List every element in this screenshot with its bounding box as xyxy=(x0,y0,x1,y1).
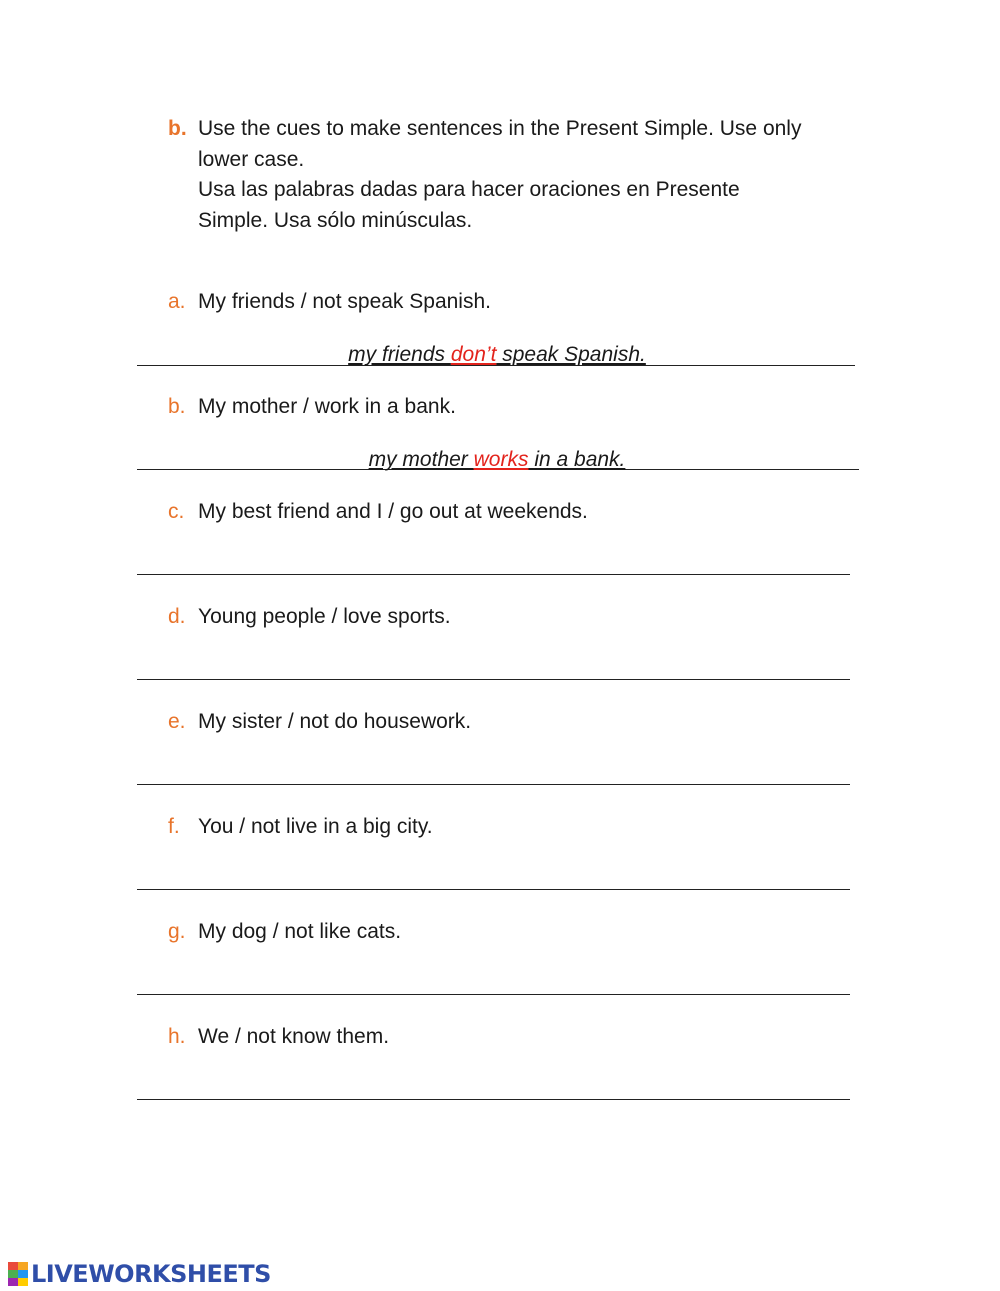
answer-text-end: in a bank. xyxy=(528,448,626,471)
logo-badge-icon xyxy=(8,1262,28,1286)
item-prompt: My dog / not like cats. xyxy=(198,920,402,943)
answer-line-g[interactable] xyxy=(137,994,850,995)
exercise-item-f xyxy=(168,813,433,841)
answer-line-h[interactable] xyxy=(137,1099,850,1100)
logo-square xyxy=(8,1262,18,1270)
answer-field-a[interactable] xyxy=(137,341,857,369)
logo-square xyxy=(18,1262,28,1270)
item-prompt: My mother / work in a bank. xyxy=(198,395,456,418)
item-prompt: Young people / love sports. xyxy=(198,605,451,628)
item-prompt: My friends / not speak Spanish. xyxy=(198,290,491,313)
item-letter: d. xyxy=(168,605,186,628)
answer-verb: don’t xyxy=(450,343,497,366)
exercise-item-g xyxy=(168,918,401,946)
instructions-marker: b. xyxy=(168,117,187,140)
instructions-line: Usa las palabras dadas para hacer oraciones en Presente xyxy=(198,178,740,201)
instructions-line: lower case. xyxy=(198,147,305,171)
exercise-item-e xyxy=(168,708,471,736)
item-prompt: My sister / not do housework. xyxy=(198,710,472,733)
logo-square xyxy=(18,1278,28,1286)
answer-text-start: my friends xyxy=(348,343,451,366)
item-letter: f. xyxy=(168,815,180,838)
instructions-line: Simple. Usa sólo minúsculas. xyxy=(198,208,473,232)
logo-square xyxy=(18,1270,28,1278)
logo-square xyxy=(8,1278,18,1286)
item-prompt: We / not know them. xyxy=(198,1025,390,1048)
item-letter: h. xyxy=(168,1025,186,1048)
item-letter: b. xyxy=(168,395,186,418)
answer-line-c[interactable] xyxy=(137,574,850,575)
answer-verb: works xyxy=(473,448,529,471)
item-prompt: My best friend and I / go out at weekends. xyxy=(198,500,588,523)
answer-line-f[interactable] xyxy=(137,889,850,890)
exercise-item-c xyxy=(168,498,588,526)
exercise-item-h xyxy=(168,1023,389,1051)
exercise-item-d xyxy=(168,603,451,631)
exercise-item-a xyxy=(168,288,491,316)
exercise-item-b xyxy=(168,393,456,421)
item-letter: a. xyxy=(168,290,186,313)
liveworksheets-logo[interactable] xyxy=(8,1260,271,1288)
answer-text-end: speak Spanish. xyxy=(496,343,646,366)
item-letter: c. xyxy=(168,500,185,523)
instructions xyxy=(168,114,868,236)
logo-square xyxy=(8,1270,18,1278)
item-prompt: You / not live in a big city. xyxy=(198,815,433,838)
answer-text-start: my mother xyxy=(368,448,474,471)
answer-line-e[interactable] xyxy=(137,784,850,785)
answer-field-b[interactable] xyxy=(137,446,857,474)
logo-text: LIVEWORKSHEETS xyxy=(31,1260,271,1288)
instructions-line: Use the cues to make sentences in the Present Simple. Use only xyxy=(198,117,802,140)
instructions-text xyxy=(198,114,868,236)
answer-line-d[interactable] xyxy=(137,679,850,680)
item-letter: g. xyxy=(168,920,186,943)
item-letter: e. xyxy=(168,710,186,733)
